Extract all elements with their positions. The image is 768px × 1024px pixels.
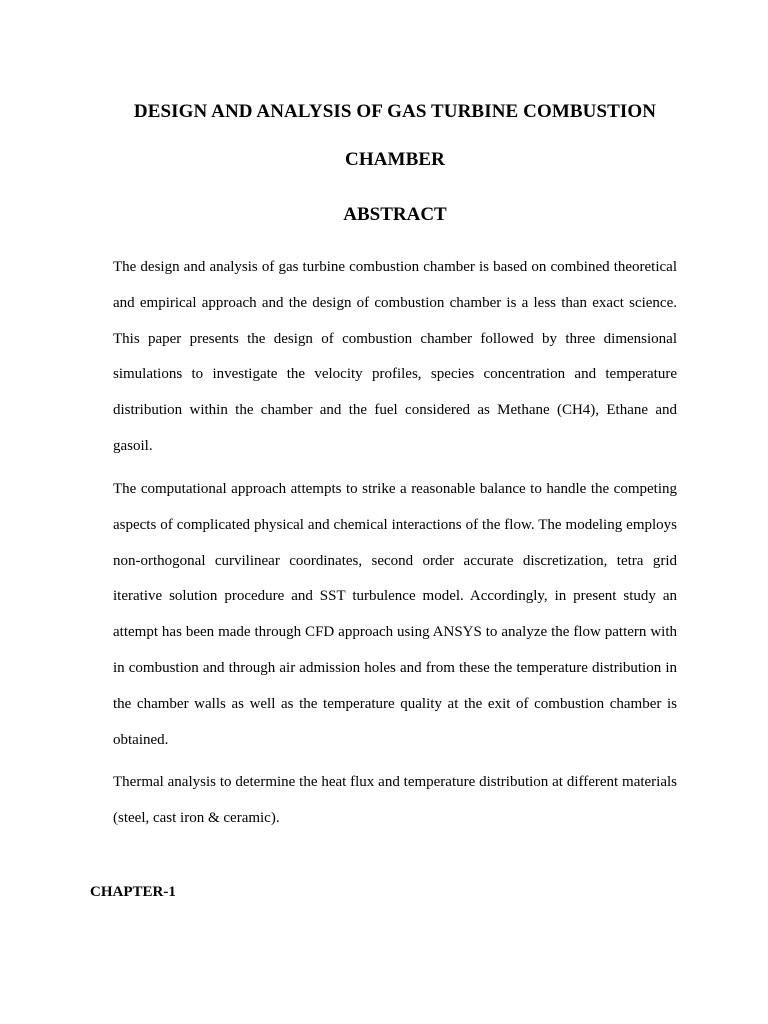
abstract-paragraph-3: Thermal analysis to determine the heat flux and temperature distribution at different materials (steel, cast iron & ceramic). — [113, 774, 677, 826]
document-title-line-2: CHAMBER — [345, 149, 445, 170]
abstract-heading: ABSTRACT — [343, 204, 447, 225]
document-title-line-1: DESIGN AND ANALYSIS OF GAS TURBINE COMBUSTION — [133, 101, 657, 122]
abstract-paragraph-1: The design and analysis of gas turbine combustion chamber is based on combined theoretical and empirical approach and the design of combustion chamber is a less than exact science. This paper presents the design of combustion chamber followed by three dimensional simulations to investigate the velocity profiles, species concentration and temperature distribution within the chamber and the fuel considered as Methane (CH4), Ethane and gasoil. — [113, 259, 677, 454]
chapter-heading: CHAPTER-1 — [90, 884, 176, 900]
abstract-paragraph-2: The computational approach attempts to strike a reasonable balance to handle the competing aspects of complicated physical and chemical interactions of the flow. The modeling employs non-orthogonal curvilinear coordinates, second order accurate discretization, tetra grid iterative solution procedure and SST turbulence model. Accordingly, in present study an attempt has been made through CFD approach using ANSYS to analyze the flow pattern with in combustion and through air admission holes and from these the temperature distribution in the chamber walls as well as the temperature quality at the exit of combustion chamber is obtained. — [113, 481, 677, 748]
